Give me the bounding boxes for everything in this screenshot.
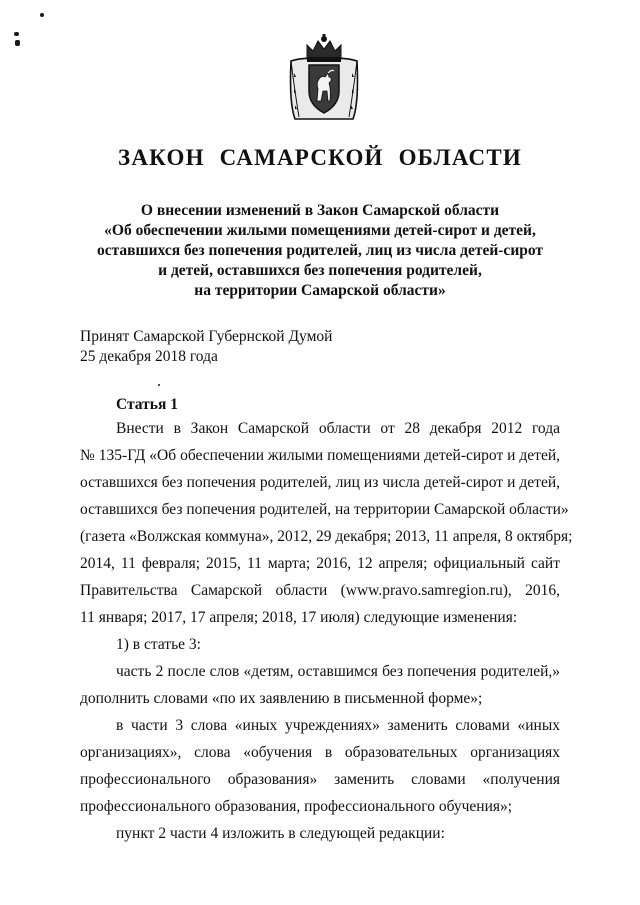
law-title: ЗАКОН САМАРСКОЙ ОБЛАСТИ [118,145,522,170]
body-line: пункт 2 части 4 изложить в следующей редакции: [116,825,445,842]
body-line: 11 января; 2017, 17 апреля; 2018, 17 июля) следующие изменения: [80,609,518,626]
adoption-body: Принят Самарской Губернской Думой [80,328,333,345]
scan-speck [15,40,20,46]
subtitle-line: «Об обеспечении жилыми помещениями детей-сирот и детей, [104,222,536,239]
scan-speck [158,384,160,386]
samara-coat-of-arms-icon [285,33,363,125]
body-line: профессионального образования, профессионального обучения»; [80,798,513,815]
body-line: Правительства Самарской области (www.pravo.samregion.ru), 2016, [80,582,560,599]
body-line: оставшихся без попечения родителей, лиц из числа детей-сирот и детей, [80,474,560,491]
subtitle-line: на территории Самарской области» [194,282,446,299]
body-line: (газета «Волжская коммуна», 2012, 29 декабря; 2013, 11 апреля, 8 октября; [80,528,573,545]
subtitle-line: оставшихся без попечения родителей, лиц из числа детей-сирот [96,242,544,259]
law-subtitle [80,201,560,301]
body-line: 2014, 11 февраля; 2015, 11 марта; 2016, 12 апреля; официальный сайт [80,555,560,572]
adoption-info [80,327,332,367]
subtitle-line: и детей, оставшихся без попечения родителей, [158,262,482,279]
subtitle-line: О внесении изменений в Закон Самарской области [140,202,500,219]
body-line: оставшихся без попечения родителей, на территории Самарской области» [80,501,569,518]
body-line: Внести в Закон Самарской области от 28 декабря 2012 года [116,420,560,437]
article-heading: Статья 1 [116,396,178,413]
body-line: дополнить словами «по их заявлению в письменной форме»; [80,690,483,707]
scan-speck [40,13,44,17]
scan-speck [14,32,19,36]
body-line: в части 3 слова «иных учреждениях» заменить словами «иных [116,717,560,734]
body-line: часть 2 после слов «детям, оставшимся без попечения родителей,» [116,663,560,680]
adoption-date: 25 декабря 2018 года [80,348,218,365]
body-line: профессионального образования» заменить словами «получения [80,771,560,788]
body-line: организациях», слова «обучения в образовательных организациях [80,744,560,761]
body-line: № 135-ГД «Об обеспечении жилыми помещениями детей-сирот и детей, [80,447,560,464]
list-item: 1) в статье 3: [116,636,201,653]
